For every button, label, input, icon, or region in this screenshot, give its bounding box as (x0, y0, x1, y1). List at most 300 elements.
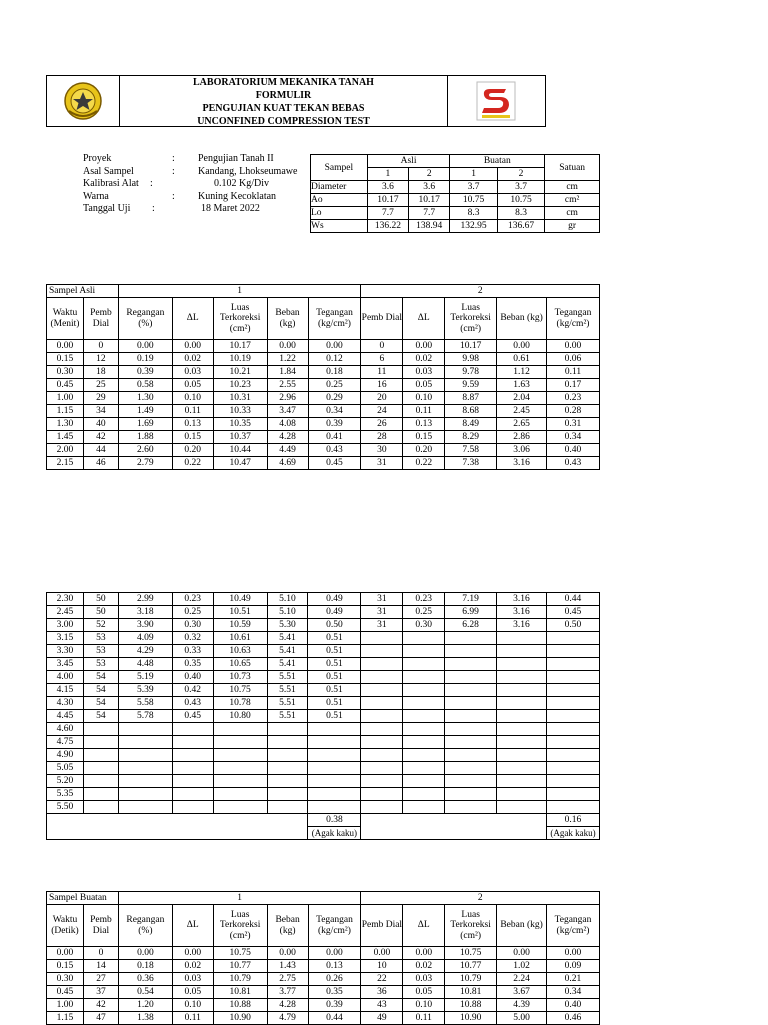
table-cell: 22 (361, 973, 403, 986)
table-cell (213, 723, 267, 736)
table-cell: 0.40 (172, 671, 213, 684)
table-cell: 0.50 (308, 619, 361, 632)
table-cell: 5.19 (118, 671, 172, 684)
table-cell: 10.35 (213, 418, 267, 431)
table-cell (361, 736, 403, 749)
table-cell (83, 775, 118, 788)
table-cell (267, 775, 308, 788)
table-cell (546, 697, 599, 710)
table-row (47, 418, 600, 431)
table-cell: 0.34 (308, 405, 361, 418)
table-cell: 2.30 (47, 593, 84, 606)
table-row (47, 392, 600, 405)
table-cell (267, 788, 308, 801)
column-header: ΔL (403, 905, 445, 947)
table-cell: 0.00 (546, 947, 599, 960)
table-cell: 0.22 (172, 457, 213, 470)
table-cell (546, 762, 599, 775)
table-cell: 10.75 (213, 947, 267, 960)
table-cell: 2.60 (118, 444, 172, 457)
col-asli: Asli (367, 155, 450, 168)
sampel-buatan-title: Sampel Buatan (47, 892, 119, 905)
table-cell: 10.79 (445, 973, 497, 986)
table-cell (497, 749, 547, 762)
table-cell: 3.7 (497, 181, 544, 194)
table-row (47, 645, 600, 658)
table-cell: 0.11 (172, 405, 213, 418)
table-cell: 10.77 (213, 960, 267, 973)
table-cell (497, 723, 547, 736)
table-cell: 53 (83, 658, 118, 671)
table-cell (267, 801, 308, 814)
table-cell: 10.75 (445, 947, 497, 960)
header-line4: UNCONFINED COMPRESSION TEST (197, 116, 370, 127)
table-cell (445, 801, 497, 814)
table-cell: 10.33 (213, 405, 267, 418)
header-title (120, 76, 447, 126)
table-row (47, 1012, 600, 1025)
table-cell: 0.02 (403, 353, 445, 366)
table-cell: 8.49 (445, 418, 497, 431)
col-satuan: Satuan (545, 155, 600, 181)
table-cell: 0.45 (47, 986, 84, 999)
table-cell (361, 775, 403, 788)
table-cell: 1.20 (118, 999, 172, 1012)
table-cell: 0.05 (403, 379, 445, 392)
table-cell: 10.17 (213, 340, 267, 353)
table-row (47, 736, 600, 749)
table-cell: 46 (83, 457, 118, 470)
table-cell: 44 (83, 444, 118, 457)
table-cell: 42 (83, 999, 118, 1012)
table-cell: 0.30 (172, 619, 213, 632)
table-row (311, 181, 600, 194)
table-row (47, 999, 600, 1012)
table-cell: 1.30 (47, 418, 84, 431)
table-row (311, 207, 600, 220)
table-cell (403, 697, 445, 710)
table-cell: 53 (83, 645, 118, 658)
table-cell: 5.41 (267, 632, 308, 645)
table-cell: 3.6 (367, 181, 408, 194)
table-cell: 0.00 (47, 340, 84, 353)
table-cell: 138.94 (409, 220, 450, 233)
table-cell (361, 645, 403, 658)
table-cell: 4.49 (267, 444, 308, 457)
info-value: 0.102 Kg/Div (214, 178, 269, 189)
table-cell: 1.43 (267, 960, 308, 973)
table-cell (497, 775, 547, 788)
table-row (47, 775, 600, 788)
table-cell: 0.29 (308, 392, 361, 405)
table-cell (308, 736, 361, 749)
table-cell (445, 762, 497, 775)
table-cell: 0.51 (308, 658, 361, 671)
table-cell (361, 710, 403, 723)
table-cell: 0.18 (308, 366, 361, 379)
table-cell: cm (545, 181, 600, 194)
table-cell: 0.30 (47, 973, 84, 986)
table-cell (213, 788, 267, 801)
column-header: Tegangan (kg/cm²) (546, 298, 599, 340)
table-cell: 1.02 (497, 960, 547, 973)
table-cell: 49 (361, 1012, 403, 1025)
table-cell (445, 684, 497, 697)
table-cell: 0.17 (546, 379, 599, 392)
table-cell: 4.29 (118, 645, 172, 658)
table-cell: 0.23 (403, 593, 445, 606)
table-cell: 2.65 (497, 418, 547, 431)
table-cell (403, 671, 445, 684)
table-cell: 0.11 (403, 1012, 445, 1025)
table-cell: gr (545, 220, 600, 233)
table-cell: 0.33 (172, 645, 213, 658)
table-cell: 0.45 (172, 710, 213, 723)
column-header: ΔL (172, 905, 213, 947)
result-2: 0.16 (546, 814, 599, 827)
table-cell: 0.00 (172, 340, 213, 353)
table-cell: 0.05 (403, 986, 445, 999)
column-header: Pemb Dial (361, 298, 403, 340)
column-header: ΔL (172, 298, 213, 340)
sample-table-body (311, 181, 600, 233)
column-header: Luas Terkoreksi (cm²) (213, 905, 267, 947)
table-cell: 2.55 (267, 379, 308, 392)
table-cell: 24 (361, 405, 403, 418)
table-row (47, 762, 600, 775)
table-cell (497, 736, 547, 749)
table-cell (445, 697, 497, 710)
column-header: Beban (kg) (267, 298, 308, 340)
table-cell (172, 749, 213, 762)
table-cell (546, 632, 599, 645)
info-row: Warna : Kuning Kecoklatan (83, 190, 277, 202)
table-cell: 36 (361, 986, 403, 999)
table-cell: 1.15 (47, 1012, 84, 1025)
table-cell (172, 801, 213, 814)
table-cell (497, 762, 547, 775)
table-row (311, 220, 600, 233)
table-cell: 8.3 (497, 207, 544, 220)
table-cell (403, 749, 445, 762)
column-header: Waktu (Menit) (47, 298, 84, 340)
table-cell: 10.75 (213, 684, 267, 697)
table-row (47, 973, 600, 986)
table-cell: 8.87 (445, 392, 497, 405)
table-cell: 0.13 (403, 418, 445, 431)
table-cell: 7.58 (445, 444, 497, 457)
table-cell: 2.45 (47, 606, 84, 619)
table-cell: 0.10 (403, 392, 445, 405)
table-cell: 0.11 (546, 366, 599, 379)
continuation-table (46, 592, 600, 840)
table-cell (361, 658, 403, 671)
table-cell: 1.69 (118, 418, 172, 431)
table-cell: 10.75 (497, 194, 544, 207)
info-value: Kuning Kecoklatan (198, 190, 277, 202)
table-cell (361, 723, 403, 736)
table-cell: 0.34 (546, 986, 599, 999)
table-row (47, 444, 600, 457)
table-cell (118, 801, 172, 814)
table-row (47, 431, 600, 444)
column-header: Luas Terkoreksi (cm²) (213, 298, 267, 340)
table-cell: 10.59 (213, 619, 267, 632)
table-cell (546, 710, 599, 723)
table-cell (497, 658, 547, 671)
table-cell: 2.24 (497, 973, 547, 986)
header-line3: PENGUJIAN KUAT TEKAN BEBAS (202, 103, 365, 114)
table-cell: 0.32 (172, 632, 213, 645)
table-cell: 54 (83, 671, 118, 684)
table-cell: 0.35 (172, 658, 213, 671)
table-cell: 5.51 (267, 684, 308, 697)
table-cell (403, 801, 445, 814)
table-cell: 0.02 (403, 960, 445, 973)
table-cell: 0.25 (308, 379, 361, 392)
table-cell: 3.47 (267, 405, 308, 418)
table-cell (118, 723, 172, 736)
table-cell (445, 775, 497, 788)
table-cell: 0.00 (497, 947, 547, 960)
table-cell: 0.41 (308, 431, 361, 444)
table-cell: 0.44 (308, 1012, 361, 1025)
sampel-asli-body (47, 340, 600, 470)
table-cell: 9.98 (445, 353, 497, 366)
table-cell: 1.84 (267, 366, 308, 379)
table-cell: 5.41 (267, 645, 308, 658)
table-cell: 5.50 (47, 801, 84, 814)
table-cell (546, 749, 599, 762)
table-cell: 27 (83, 973, 118, 986)
table-cell: 0.00 (267, 947, 308, 960)
table-cell: 9.78 (445, 366, 497, 379)
table-cell: 3.15 (47, 632, 84, 645)
left-logo-cell (47, 76, 120, 126)
table-cell: 3.6 (409, 181, 450, 194)
table-cell (361, 749, 403, 762)
table-cell: 2.00 (47, 444, 84, 457)
table-cell: 10 (361, 960, 403, 973)
table-cell: 14 (83, 960, 118, 973)
table-row (47, 632, 600, 645)
info-row: Tanggal Uji : 18 Maret 2022 (83, 203, 260, 214)
table-cell (361, 801, 403, 814)
table-cell: 10.73 (213, 671, 267, 684)
table-cell (445, 788, 497, 801)
table-cell: 0.42 (172, 684, 213, 697)
table-cell: 4.75 (47, 736, 84, 749)
table-cell (403, 736, 445, 749)
table-cell: 2.04 (497, 392, 547, 405)
table-cell: 0.00 (403, 947, 445, 960)
table-cell: 0.51 (308, 697, 361, 710)
table-cell: 4.90 (47, 749, 84, 762)
info-value: Pengujian Tanah II (198, 153, 274, 164)
table-row (47, 619, 600, 632)
table-cell: 0.51 (308, 684, 361, 697)
info-key: Proyek (83, 153, 112, 164)
table-cell: 0.13 (308, 960, 361, 973)
table-cell: 0.49 (308, 593, 361, 606)
table-cell: 1.38 (118, 1012, 172, 1025)
sample-1-header: 1 (118, 285, 361, 298)
table-cell: 0.00 (361, 947, 403, 960)
table-cell (172, 788, 213, 801)
table-row (47, 788, 600, 801)
table-cell: 18 (83, 366, 118, 379)
table-cell (403, 632, 445, 645)
table-cell: 1.88 (118, 431, 172, 444)
table-cell: 0.51 (308, 671, 361, 684)
table-cell: 0.31 (546, 418, 599, 431)
table-cell: 3.90 (118, 619, 172, 632)
table-row (47, 710, 600, 723)
table-cell: 1.49 (118, 405, 172, 418)
table-cell: 16 (361, 379, 403, 392)
table-cell: 50 (83, 593, 118, 606)
table-cell: 0.46 (546, 1012, 599, 1025)
table-cell: 28 (361, 431, 403, 444)
table-row (47, 697, 600, 710)
table-cell (546, 658, 599, 671)
table-cell (403, 684, 445, 697)
table-row (47, 340, 600, 353)
table-cell: 10.90 (213, 1012, 267, 1025)
column-header: Waktu (Detik) (47, 905, 84, 947)
table-cell: 52 (83, 619, 118, 632)
continuation-body (47, 593, 600, 814)
table-cell: 5.35 (47, 788, 84, 801)
table-row (47, 353, 600, 366)
table-cell: 37 (83, 986, 118, 999)
table-cell: 0.25 (172, 606, 213, 619)
table-cell (118, 762, 172, 775)
info-value: Kandang, Lhokseumawe (198, 165, 298, 177)
table-cell: 4.08 (267, 418, 308, 431)
table-cell: 53 (83, 632, 118, 645)
table-row (47, 960, 600, 973)
table-cell (308, 723, 361, 736)
sub-header: 2 (497, 168, 544, 181)
table-cell: 31 (361, 619, 403, 632)
table-cell: 5.00 (497, 1012, 547, 1025)
header-line1: LABORATORIUM MEKANIKA TANAH (193, 77, 374, 88)
table-cell (361, 697, 403, 710)
sample-dimensions-table (310, 154, 600, 233)
table-cell: 0.11 (403, 405, 445, 418)
table-cell: 0.23 (172, 593, 213, 606)
table-cell: 1.30 (118, 392, 172, 405)
table-cell (118, 749, 172, 762)
table-cell: 0.15 (47, 960, 84, 973)
table-cell: 0.00 (267, 340, 308, 353)
sample-2-header: 2 (361, 892, 600, 905)
info-key: Asal Sampel (83, 165, 134, 177)
table-cell: 0.54 (118, 986, 172, 999)
table-cell: 6.99 (445, 606, 497, 619)
table-cell (546, 671, 599, 684)
table-cell: 4.28 (267, 999, 308, 1012)
table-cell: 0.02 (172, 353, 213, 366)
table-cell: 31 (361, 606, 403, 619)
table-cell: 10.17 (409, 194, 450, 207)
table-cell: 0.05 (172, 379, 213, 392)
table-cell: 2.86 (497, 431, 547, 444)
sub-header: 1 (450, 168, 497, 181)
table-cell: 136.67 (497, 220, 544, 233)
table-cell: 0.00 (172, 947, 213, 960)
table-cell: 0.20 (172, 444, 213, 457)
info-key: Warna (83, 190, 109, 202)
table-cell: 0 (361, 340, 403, 353)
table-cell (403, 645, 445, 658)
table-cell (361, 788, 403, 801)
table-cell (172, 762, 213, 775)
column-header: Beban (kg) (497, 905, 547, 947)
table-cell: 0.36 (118, 973, 172, 986)
table-cell: 2.45 (497, 405, 547, 418)
table-cell: 5.39 (118, 684, 172, 697)
sampel-asli-title: Sampel Asli (47, 285, 119, 298)
table-cell (308, 775, 361, 788)
table-cell (546, 801, 599, 814)
table-cell: 0.45 (308, 457, 361, 470)
table-cell: 0.00 (118, 947, 172, 960)
table-cell: 11 (361, 366, 403, 379)
table-cell: 0.03 (172, 973, 213, 986)
table-cell: 10.80 (213, 710, 267, 723)
table-cell: 0.51 (308, 632, 361, 645)
table-cell: 0.21 (546, 973, 599, 986)
table-cell: 10.75 (450, 194, 497, 207)
table-cell: 3.00 (47, 619, 84, 632)
table-cell (546, 736, 599, 749)
table-cell: 10.79 (213, 973, 267, 986)
table-cell: 2.79 (118, 457, 172, 470)
table-cell: 10.23 (213, 379, 267, 392)
table-cell: 0 (83, 947, 118, 960)
table-cell: 10.61 (213, 632, 267, 645)
table-cell (267, 762, 308, 775)
table-cell: 0.49 (308, 606, 361, 619)
table-cell: 0.45 (47, 379, 84, 392)
table-cell: Lo (311, 207, 368, 220)
table-cell: 10.78 (213, 697, 267, 710)
table-cell (83, 723, 118, 736)
sample-1-header: 1 (118, 892, 361, 905)
table-cell: 3.16 (497, 619, 547, 632)
table-cell: cm² (545, 194, 600, 207)
table-cell: 3.16 (497, 457, 547, 470)
table-cell: 0.18 (118, 960, 172, 973)
table-cell: 54 (83, 684, 118, 697)
table-cell: 10.47 (213, 457, 267, 470)
table-cell: 12 (83, 353, 118, 366)
table-cell: 132.95 (450, 220, 497, 233)
table-cell: 1.00 (47, 392, 84, 405)
table-cell: 5.51 (267, 710, 308, 723)
table-cell (445, 632, 497, 645)
table-cell (118, 736, 172, 749)
table-cell: 10.49 (213, 593, 267, 606)
table-cell: 54 (83, 710, 118, 723)
table-cell: 1.12 (497, 366, 547, 379)
table-cell: 29 (83, 392, 118, 405)
table-cell: 0.58 (118, 379, 172, 392)
table-cell (267, 749, 308, 762)
sampel-buatan-body (47, 947, 600, 1025)
